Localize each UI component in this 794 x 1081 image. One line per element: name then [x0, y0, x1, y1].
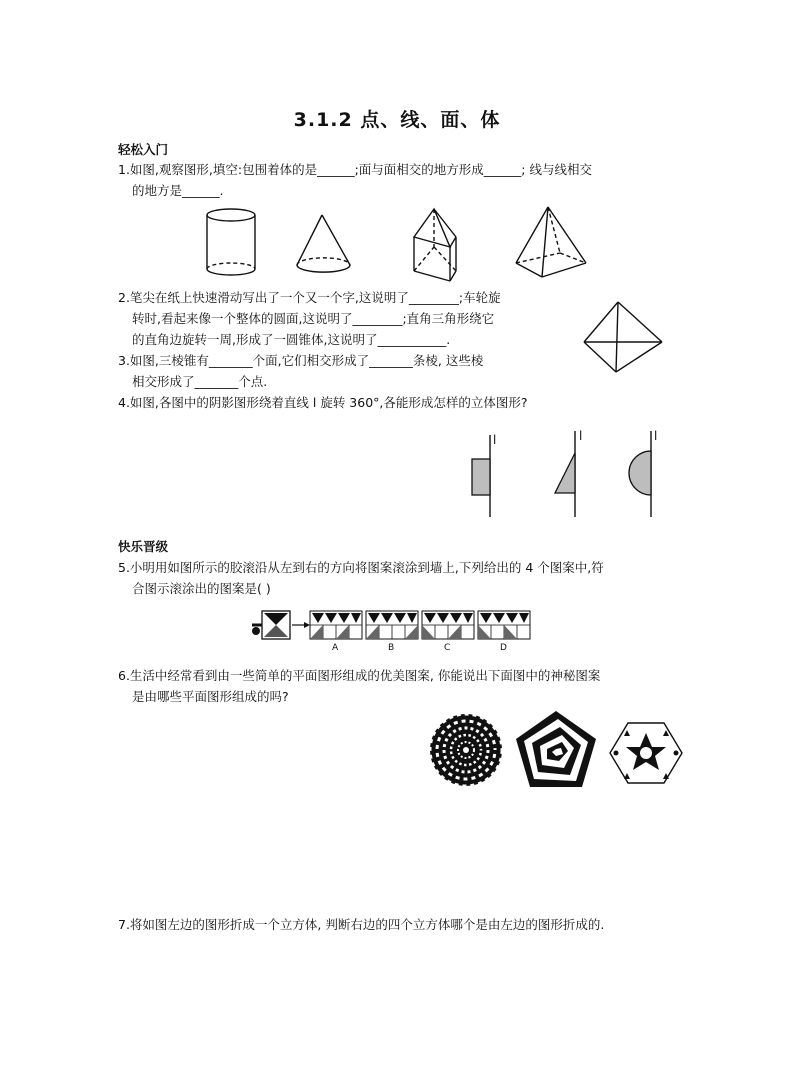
q7-text-line1: 7.将如图左边的图形折成一个立方体, 判断右边的四个立方体哪个是由左边的图形折成的.: [118, 917, 605, 932]
q4-shapes-svg: [465, 425, 675, 520]
triangular-pyramid-figure: [580, 298, 670, 378]
cylinder-figure: [207, 209, 255, 275]
q2-text-line3: 的直角边旋转一周,形成了一圆锥体,这说明了___________.: [132, 332, 451, 347]
q1-text-line2: 的地方是______.: [132, 183, 224, 198]
q5-text-line2: 合图示滚涂出的图案是( ): [132, 581, 271, 596]
option-label-d: D: [500, 643, 507, 653]
q5-roller-figure: [250, 605, 542, 655]
q2-text-line1: 2.笔尖在纸上快速滑动写出了一个又一个字,这说明了________;车轮旋: [118, 290, 501, 305]
q2-text-line2: 转时,看起来像一个整体的圆面,这说明了________;直角三角形绕它: [132, 311, 495, 326]
option-label-a: A: [332, 643, 339, 653]
q3-text-line1: 3.如图,三棱锥有_______个面,它们相交形成了_______条棱, 这些棱: [118, 353, 484, 368]
q1-text-line1: 1.如图,观察图形,填空:包围着体的是______;面与面相交的地方形成______; 线与线相交: [118, 162, 592, 177]
axis-label-2: l: [579, 429, 583, 443]
q1-solids-figure: [200, 203, 600, 285]
circular-checker-pattern: [430, 714, 502, 786]
axis-label-3: l: [654, 429, 658, 443]
option-label-c: C: [444, 643, 451, 653]
section-heading-advanced: 快乐晋级: [118, 539, 169, 554]
triangular-prism-figure: [414, 209, 456, 281]
option-label-b: B: [388, 643, 395, 653]
axis-label-1: l: [493, 433, 497, 447]
q3-text-line2: 相交形成了_______个点.: [132, 374, 268, 389]
page-title: 3.1.2 点、线、面、体: [293, 109, 501, 131]
q6-text-line1: 6.生活中经常看到由一些简单的平面图形组成的优美图案, 你能说出下面图中的神秘图案: [118, 668, 601, 683]
section-heading-basic: 轻松入门: [118, 142, 169, 157]
q6-patterns-figure: [428, 705, 684, 795]
square-pyramid-figure: [516, 207, 586, 277]
cone-figure: [297, 215, 350, 272]
q5-text-line1: 5.小明用如图所示的胶滚沿从左到右的方向将图案滚涂到墙上,下列给出的 4 个图案中,符: [118, 560, 604, 575]
q4-rotation-figures: [465, 425, 675, 520]
spiral-pentagon-pattern: [516, 711, 596, 787]
q5-roller-svg: [250, 605, 542, 645]
q6-text-line2: 是由哪些平面图形组成的吗?: [132, 689, 289, 704]
q4-text-line1: 4.如图,各图中的阴影图形绕着直线 l 旋转 360°,各能形成怎样的立体图形?: [118, 395, 528, 410]
hexagon-star-pattern: [610, 723, 682, 783]
